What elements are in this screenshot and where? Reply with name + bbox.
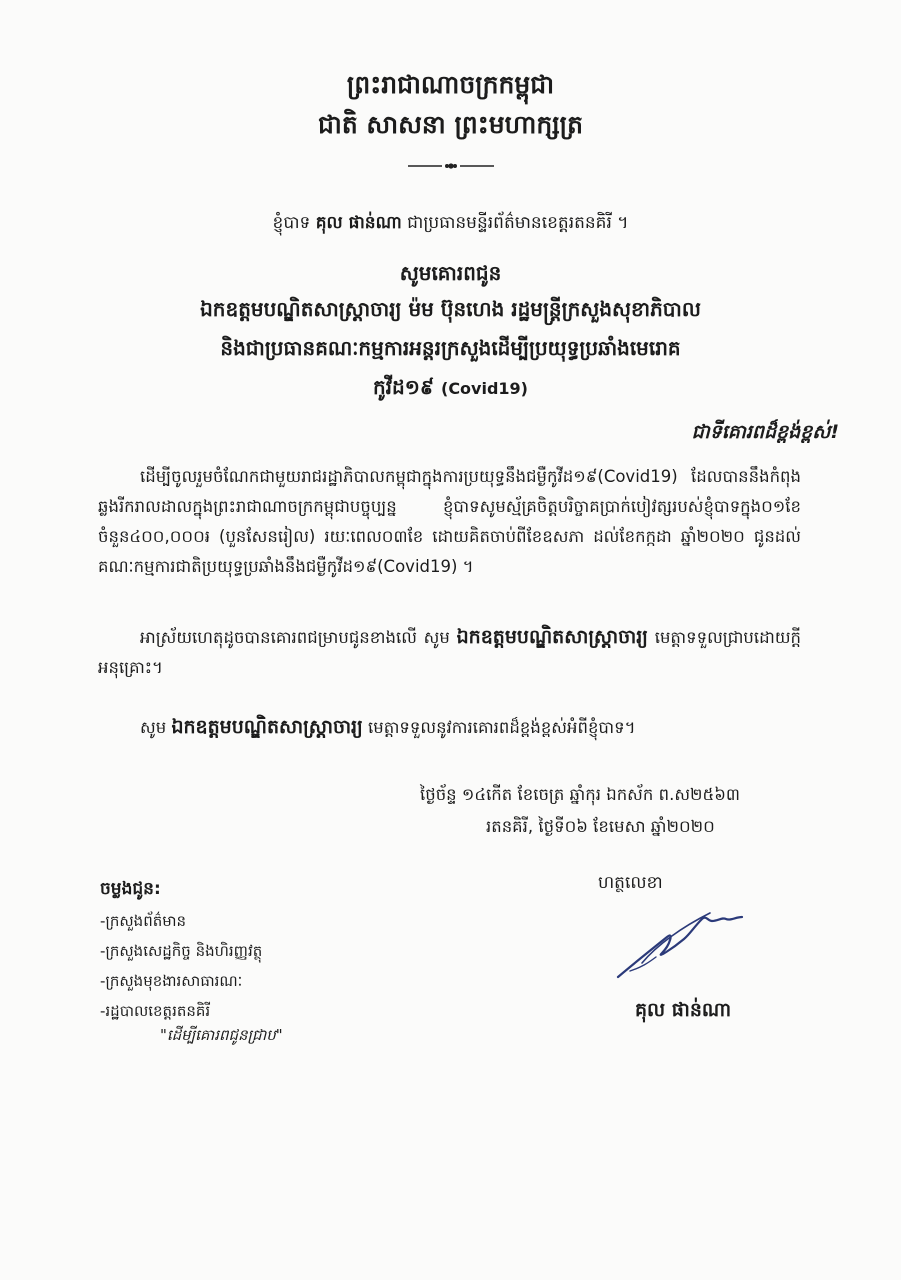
body-paragraph-3 [98, 712, 801, 743]
handwritten-signature-icon [612, 905, 762, 989]
copies-item: -ក្រសួងមុខងារសាធារណៈ [100, 972, 243, 990]
lunar-date: ថ្ងៃច័ន្ទ ១៤កើត ខែចេត្រ ឆ្នាំកុរ ឯកស័ក ព.ស២៥៦៣ [420, 785, 740, 804]
signature-label: ហត្ថលេខា [598, 873, 663, 893]
paragraph-2-start: អាស្រ័យហេតុដូចបានគោរពជម្រាបជូនខាងលើ សូម [140, 628, 450, 647]
signer-name: គុល ផាន់ណា [635, 999, 732, 1021]
copies-note: "ដើម្បីគោរពជូនជ្រាប" [160, 1026, 283, 1044]
respect-heading: សូមគោរពជូន [399, 261, 502, 285]
paragraph-3-title: ឯកឧត្តមបណ្ឌិតសាស្ត្រាចារ្យ [171, 716, 363, 738]
copies-item: -រដ្ឋបាលខេត្តរតនគិរី [100, 1002, 211, 1020]
body-paragraph-1: ដើម្បីចូលរួមចំណែកជាមួយរាជរដ្ឋាភិបាលកម្ពុជាក្នុងការប្រយុទ្ធនឹងជម្ងឺកូវីដ១៩(Covid19) ដែលបាននឹងកំពុងឆ្លងរីករាលដាលក្នុងព្រះរាជាណាចក្រកម្ពុជាបច្ចុប្បន្ន ខ្ញុំបាទសូមស្ម័គ្រចិត្តបរិច្ចាគប្រាក់បៀវត្សរបស់ខ្ញុំបាទក្នុង០១ខែ ចំនួន៤០០,០០០៛ (បួនសែនរៀល) រយៈពេល០៣ខែ ដោយគិតចាប់ពីខែឧសភា ដល់ខែកក្កដា ឆ្នាំ២០២០ ជូនដល់គណៈកម្មការជាតិប្រយុទ្ធប្រឆាំងនឹងជម្ងឺកូវីដ១៩(Covid19) ។ [98, 467, 801, 576]
copies-title: ចម្លងជូន: [100, 879, 161, 899]
copies-list [100, 906, 262, 1026]
salutation: ជាទីគោរពដ៏ខ្ពង់ខ្ពស់! [691, 421, 839, 443]
body-paragraph-2 [98, 622, 801, 683]
paragraph-3-start: សូម [140, 718, 167, 737]
copies-item: -ក្រសួងសេដ្ឋកិច្ច និងហិរញ្ញវត្ថុ [100, 942, 263, 960]
kingdom-heading: ព្រះរាជាណាចក្រកម្ពុជា [346, 70, 555, 99]
sender-title: ជាប្រធានមន្ទីរព័ត៌មានខេត្តរតនគិរី ។ [407, 213, 629, 233]
copies-item: -ក្រសួងព័ត៌មាន [100, 912, 187, 930]
recipient-line-3 [60, 374, 841, 404]
solar-date: រតនគិរី, ថ្ងៃទី០៦ ខែមេសា ឆ្នាំ២០២០ [486, 817, 715, 836]
sender-prefix: ខ្ញុំបាទ [272, 213, 311, 233]
paragraph-3-end: មេត្តាទទួលនូវការគោរពដ៏ខ្ពង់ខ្ពស់អំពីខ្ញុំបាទ។ [368, 718, 636, 737]
recipient-covid-kh: កូវីដ១៩ [372, 375, 435, 399]
ornament-divider-icon [0, 160, 901, 172]
recipient-line-2: និងជាប្រធានគណៈកម្មការអន្តរក្រសួងដើម្បីប្រយុទ្ធប្រឆាំងមេរោគ [220, 336, 681, 360]
recipient-line-1: ឯកឧត្តមបណ្ឌិតសាស្ត្រាចារ្យ ម៉ម ប៊ុនហេង រដ្ឋមន្ត្រីក្រសួងសុខាភិបាល [200, 297, 701, 321]
sender-name: គុល ផាន់ណា [315, 213, 402, 233]
paragraph-2-end: មេត្តាទទួលជ្រាបដោយក្តីអនុគ្រោះ។ [98, 628, 802, 677]
national-motto: ជាតិ សាសនា ព្រះមហាក្សត្រ [318, 110, 583, 139]
sender-line [0, 212, 901, 237]
recipient-covid-latin: (Covid19) [441, 379, 528, 398]
paragraph-2-title: ឯកឧត្តមបណ្ឌិតសាស្ត្រាចារ្យ [456, 626, 648, 648]
